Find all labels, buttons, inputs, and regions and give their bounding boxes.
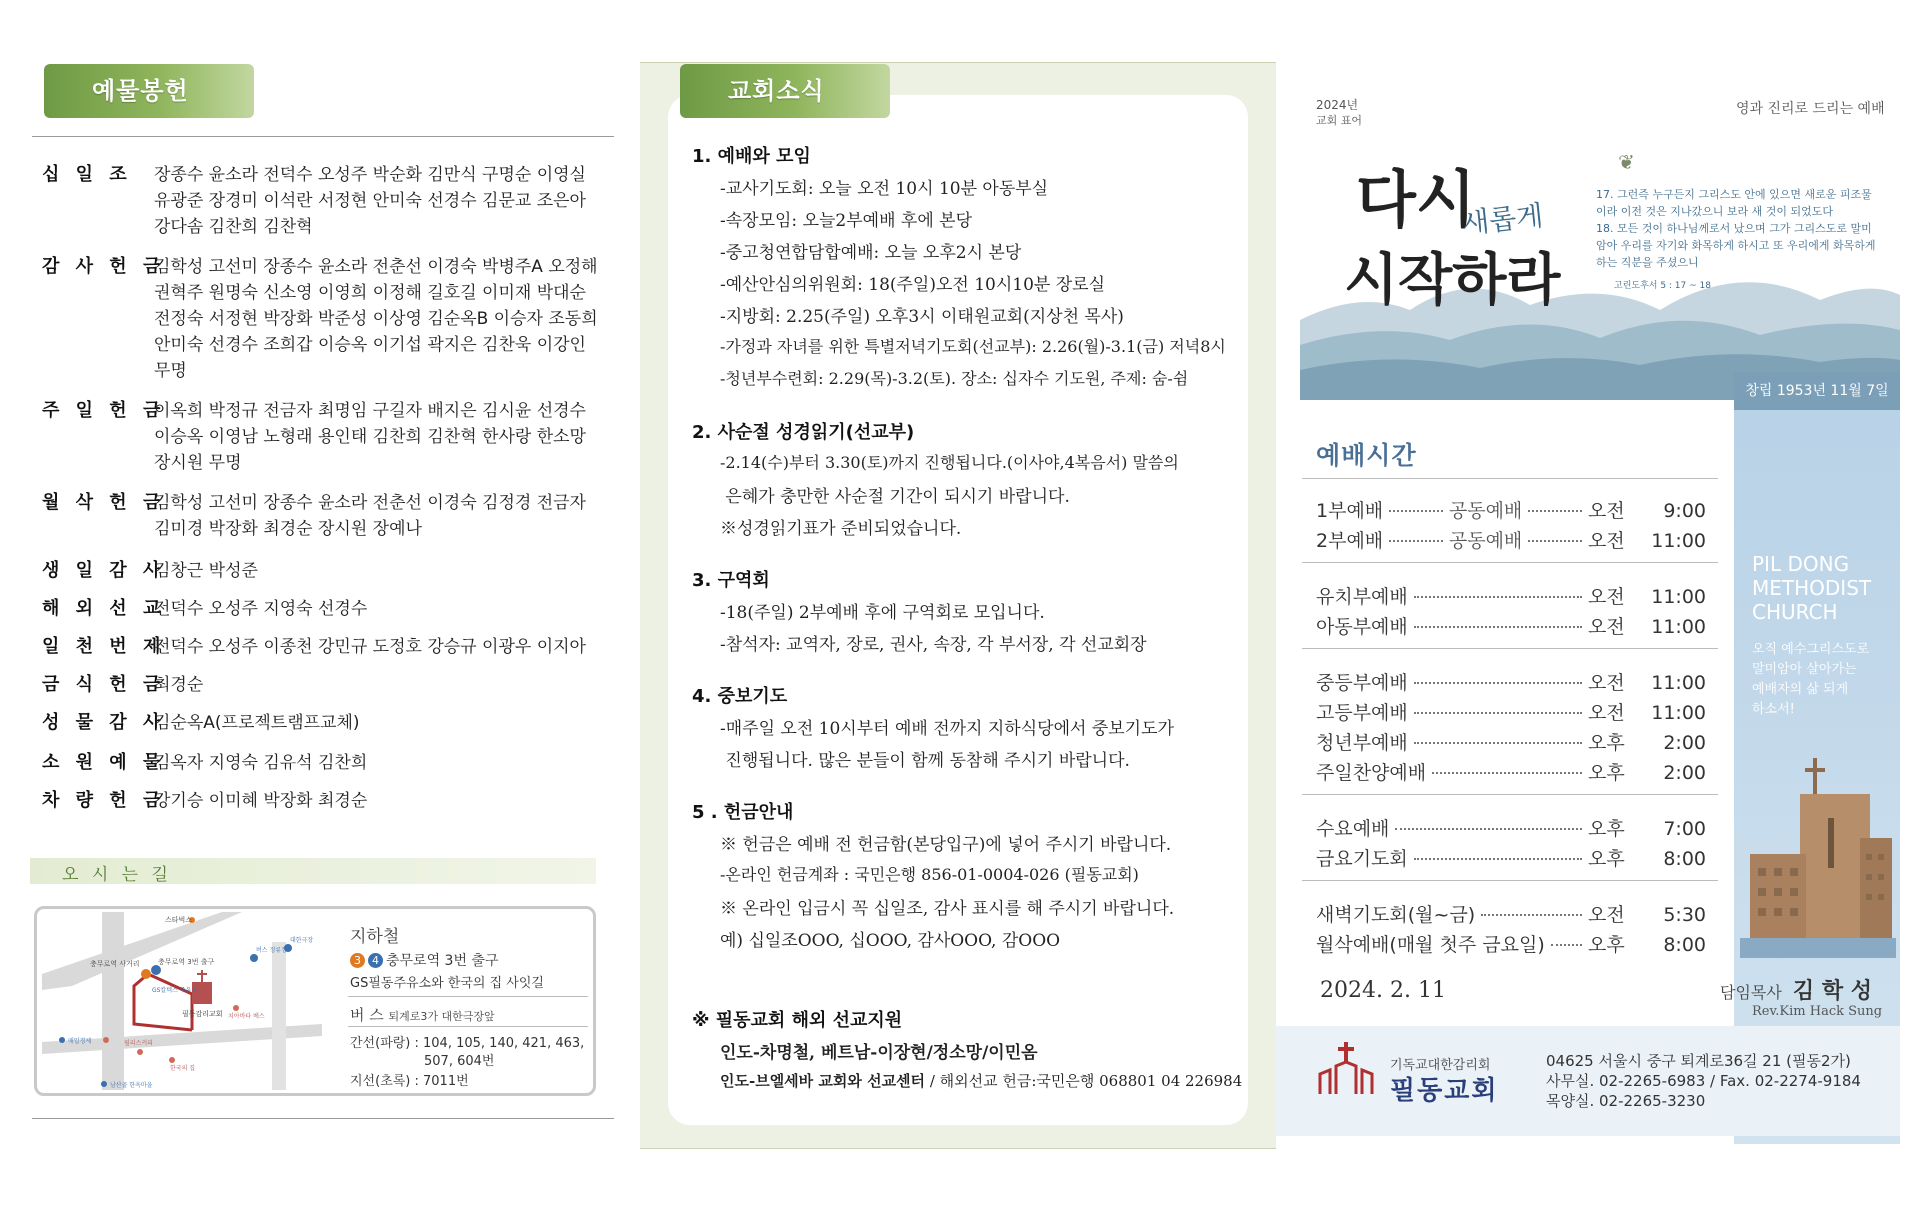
service-type: 공동예배 <box>1448 530 1523 552</box>
offering-names-line: 전덕수 오성주 지영숙 선경수 <box>154 599 368 619</box>
offering-label: 월 삭 헌 금 <box>42 492 166 513</box>
schedule-header: 예배시간 <box>1316 441 1417 470</box>
founded-label: 창립 1953년 11월 7일 <box>1734 372 1900 410</box>
service-time: 7:00 <box>1663 818 1706 840</box>
church-map <box>42 912 322 1090</box>
service-name: 중등부예배 <box>1316 672 1408 694</box>
offering-names <box>154 596 612 622</box>
service-name: 금요기도회 <box>1316 848 1408 870</box>
news-section-title: 3. 구역회 <box>692 570 770 591</box>
service-ampm: 오전 <box>1588 500 1625 522</box>
offering-label: 성 물 감 사 <box>42 712 166 733</box>
news-section-title: 1. 예배와 모임 <box>692 146 811 167</box>
map-label-daehan: 대한극장 <box>290 937 314 944</box>
offering-names <box>154 750 612 776</box>
offering-row <box>42 162 612 240</box>
schedule-row <box>1316 698 1706 725</box>
service-time: 8:00 <box>1663 848 1706 870</box>
offering-label: 감 사 헌 금 <box>42 256 166 277</box>
offering-row <box>42 254 612 384</box>
offering-names-line: 김학성 고선미 장종수 윤소라 전춘선 이경숙 박병주A 오정해 <box>154 257 598 277</box>
offering-header: 예물봉헌 <box>44 64 254 118</box>
offering-label: 금 식 헌 금 <box>42 674 166 695</box>
church-en-3: CHURCH <box>1752 600 1838 624</box>
offering-names-line: 장종수 윤소라 전덕수 오성주 박순화 김만식 구명순 이영실 <box>154 165 586 185</box>
offering-names <box>154 710 612 736</box>
news-section-title: 2. 사순절 성경읽기(선교부) <box>692 422 915 443</box>
schedule-divider <box>1302 880 1718 881</box>
service-name: 1부예배 <box>1316 500 1384 522</box>
leader-dots <box>1528 510 1582 512</box>
news-line: -지방회: 2.25(주일) 오후3시 이태원교회(지상천 목사) <box>720 307 1124 327</box>
service-name: 유치부예배 <box>1316 586 1408 608</box>
news-line: -참석자: 교역자, 장로, 권사, 속장, 각 부서장, 각 선교회장 <box>720 635 1147 655</box>
bus-title: 버 스 <box>350 1006 384 1024</box>
service-ampm: 오전 <box>1588 586 1625 608</box>
offering-names <box>154 672 612 698</box>
subway-exit: 충무로역 3번 출구 <box>386 953 499 969</box>
service-name: 고등부예배 <box>1316 702 1408 724</box>
news-line: 진행됩니다. 많은 분들이 함께 동참해 주시기 바랍니다. <box>720 751 1130 771</box>
leader-dots <box>1414 742 1582 744</box>
schedule-row <box>1316 526 1706 553</box>
schedule-row <box>1316 668 1706 695</box>
news-line: -18(주일) 2부예배 후에 구역회로 모입니다. <box>720 603 1045 623</box>
church-name: 필동교회 <box>1390 1076 1499 1106</box>
service-type: 공동예배 <box>1448 500 1523 522</box>
service-time: 11:00 <box>1651 586 1706 608</box>
offering-names-line: 권혁주 원명숙 신소영 이영희 이정해 길호길 이미재 박대순 <box>154 283 586 303</box>
subway-title: 지하철 <box>350 927 400 947</box>
schedule-row <box>1316 728 1706 755</box>
service-ampm: 오후 <box>1588 732 1625 754</box>
news-line: -교사기도회: 오늘 오전 10시 10분 아동부실 <box>720 179 1049 199</box>
offering-row <box>42 490 612 542</box>
schedule-row <box>1316 582 1706 609</box>
cover-title-small: 새롭게 <box>1460 198 1545 241</box>
news-header: 교회소식 <box>680 64 890 118</box>
offering-row <box>42 750 612 776</box>
church-building-image <box>1740 758 1896 958</box>
motto-3: 예배자의 삶 되게 <box>1752 682 1849 697</box>
motto-2: 말미암아 살아가는 <box>1752 662 1857 677</box>
left-bottom-rule <box>32 1118 614 1119</box>
offering-names-line: 최경순 <box>154 675 204 695</box>
offering-names <box>154 162 612 240</box>
offering-names-line: 강다솜 김찬희 김찬혁 <box>154 217 313 237</box>
leader-dots <box>1414 712 1582 714</box>
news-line: 은혜가 충만한 사순절 기간이 되시기 바랍니다. <box>720 487 1070 507</box>
offering-names-line: 김창근 박성준 <box>154 561 258 581</box>
service-ampm: 오전 <box>1588 530 1625 552</box>
olive-branch-icon: ❦ <box>1618 150 1635 174</box>
leader-dots <box>1481 914 1582 916</box>
service-ampm: 오후 <box>1588 762 1625 784</box>
service-name: 청년부예배 <box>1316 732 1408 754</box>
leader-dots <box>1432 772 1582 774</box>
news-line: 예) 십일조OOO, 십OOO, 감사OOO, 감OOO <box>720 931 1061 951</box>
subway-line <box>350 950 498 970</box>
map-label-church: 필동감리교회 <box>182 1010 223 1018</box>
map-label-crossroad: 충무로역 사거리 <box>90 960 140 968</box>
offering-label: 생 일 감 사 <box>42 560 166 581</box>
line3-badge: 3 <box>350 953 365 968</box>
offering-names <box>154 398 612 476</box>
service-time: 2:00 <box>1663 732 1706 754</box>
service-time: 2:00 <box>1663 762 1706 784</box>
map-label-ciabatta: 치아바타 베스 <box>228 1013 265 1020</box>
pastor-office-phone: 목양실. 02-2265-3230 <box>1546 1092 1706 1110</box>
cover-title-2: 시작하라 <box>1344 247 1561 313</box>
leader-dots <box>1528 540 1582 542</box>
service-name: 월삭예배(매월 첫주 금요일) <box>1316 934 1545 956</box>
directions-divider <box>348 996 588 997</box>
news-line: -가정과 자녀를 위한 특별저녁기도회(선교부): 2.26(월)-3.1(금) 저녁8시 <box>720 337 1226 356</box>
map-label-bus: 버스 정류장 <box>256 947 287 954</box>
map-label-gs: GS칼텍스 주유소 <box>152 987 198 994</box>
verse-17: 17. 그런즉 누구든지 그리스도 안에 있으면 새로운 피조물이라 이전 것은 지나갔으니 보라 새 것이 되었도다 <box>1596 188 1872 218</box>
offering-label: 일 천 번 제 <box>42 636 166 657</box>
leader-dots <box>1414 596 1582 598</box>
news-section-title: 4. 중보기도 <box>692 686 788 707</box>
directions-header: 오 시 는 길 <box>62 865 172 885</box>
offering-names-line: 이옥희 박정규 전금자 최명임 구길자 배지은 김시윤 선경수 <box>154 401 586 421</box>
offering-label: 주 일 헌 금 <box>42 400 166 421</box>
leader-dots <box>1395 828 1582 830</box>
service-name: 2부예배 <box>1316 530 1384 552</box>
offering-row <box>42 710 612 736</box>
church-en-2: METHODIST <box>1752 576 1872 600</box>
leader-dots <box>1414 682 1582 684</box>
offering-names-line: 안미숙 선경수 조희갑 이승옥 이기섭 곽지은 김찬욱 이강인 <box>154 335 586 355</box>
offering-names <box>154 558 612 584</box>
slogan-tag: 영과 진리로 드리는 예배 <box>1736 101 1885 117</box>
offering-names-line: 장시원 무명 <box>154 453 242 473</box>
offering-names-line: 전덕수 오성주 이종천 강민규 도정호 강승규 이광우 이지아 <box>154 637 586 657</box>
schedule-row <box>1316 930 1706 957</box>
office-phone: 사무실. 02-2265-6983 / Fax. 02-2274-9184 <box>1546 1072 1861 1090</box>
offering-names <box>154 788 612 814</box>
service-ampm: 오전 <box>1588 904 1625 926</box>
service-time: 8:00 <box>1663 934 1706 956</box>
bus-line-1: 간선(파랑) : 104, 105, 140, 421, 463, <box>350 1036 585 1051</box>
service-time: 5:30 <box>1663 904 1706 926</box>
news-line: -청년부수련회: 2.29(목)-3.2(토). 장소: 십자수 기도원, 주제: 숨-쉼 <box>720 369 1189 388</box>
offering-top-rule <box>32 136 614 137</box>
schedule-divider <box>1302 562 1718 563</box>
denomination: 기독교대한감리회 <box>1390 1058 1491 1073</box>
leader-dots <box>1389 510 1443 512</box>
offering-names <box>154 634 612 660</box>
schedule-row <box>1316 844 1706 871</box>
verse-ref: 고린도후서 5 : 17 ~ 18 <box>1614 281 1711 291</box>
map-label-cafe: 필리스커피 <box>124 1040 153 1047</box>
service-ampm: 오전 <box>1588 616 1625 638</box>
news-section-title: 5 . 헌금안내 <box>692 802 794 823</box>
cover-theme-label: 교회 표어 <box>1316 114 1363 127</box>
offering-names-line: 전정숙 서정현 박장화 박준성 이상영 김순옥B 이승자 조동희 <box>154 309 598 329</box>
church-en-1: PIL DONG <box>1752 552 1850 576</box>
news-line: ※ 온라인 입금시 꼭 십일조, 감사 표시를 해 주시기 바랍니다. <box>720 899 1175 919</box>
offering-names-line: 김미경 박장화 최경순 장시원 장예나 <box>154 519 422 539</box>
motto-1: 오직 예수그리스도로 <box>1752 642 1870 657</box>
offering-row <box>42 596 612 622</box>
bus-line-2: 507, 604번 <box>424 1054 495 1069</box>
schedule-divider <box>1302 648 1718 649</box>
service-time: 11:00 <box>1651 672 1706 694</box>
mission-line-1: 인도-차명철, 베트남-이장현/정소망/이민옴 <box>720 1043 1038 1063</box>
offering-label: 소 원 예 물 <box>42 752 166 773</box>
news-line: -온라인 헌금계좌 : 국민은행 856-01-0004-026 (필동교회) <box>720 865 1139 884</box>
news-line: -중고청연합담합예배: 오늘 오후2시 본당 <box>720 243 1022 263</box>
offering-row <box>42 558 612 584</box>
church-logo-icon <box>1316 1040 1376 1096</box>
service-time: 11:00 <box>1651 702 1706 724</box>
offering-names-line: 이승옥 이영남 노형래 용인태 김찬희 김찬혁 한사랑 한소망 <box>154 427 586 447</box>
mission-line-2 <box>720 1070 1243 1091</box>
bulletin-date: 2024. 2. 11 <box>1320 978 1446 1003</box>
service-time: 9:00 <box>1663 500 1707 522</box>
directions-divider-2 <box>348 1026 588 1027</box>
service-time: 11:00 <box>1651 530 1707 552</box>
church-address: 04625 서울시 중구 퇴계로36길 21 (필동2가) <box>1546 1052 1851 1070</box>
pastor-name: 김 학 성 <box>1792 979 1872 1004</box>
offering-label: 십 일 조 <box>42 164 132 185</box>
offering-names-line: 강기승 이미혜 박장화 최경순 <box>154 791 368 811</box>
news-line: -매주일 오전 10시부터 예배 전까지 지하식당에서 중보기도가 <box>720 719 1174 739</box>
cover-year: 2024년 <box>1316 98 1359 112</box>
bus-line <box>350 1004 495 1025</box>
pastor-line <box>1720 974 1872 1005</box>
offering-row <box>42 788 612 814</box>
mission-title: ※ 필동교회 해외 선교지원 <box>692 1010 903 1031</box>
offering-names-line: 김학성 고선미 장종수 윤소라 전춘선 이경숙 김정경 전금자 <box>154 493 586 513</box>
leader-dots <box>1551 944 1582 946</box>
offering-row <box>42 398 612 476</box>
service-ampm: 오후 <box>1588 848 1625 870</box>
schedule-row <box>1316 496 1706 523</box>
verse-18: 18. 모든 것이 하나님께로서 났으며 그가 그리스도로 말미암아 우리를 자기와 화목하게 하시고 또 우리에게 화목하게 하는 직분을 주셨으니 <box>1596 222 1876 269</box>
map-label-maeil: 매일경제 <box>68 1038 92 1045</box>
service-ampm: 오전 <box>1588 672 1625 694</box>
offering-names <box>154 490 612 542</box>
leader-dots <box>1389 540 1443 542</box>
mission-account: / 해외선교 헌금:국민은행 068801 04 226984 <box>925 1072 1243 1090</box>
offering-names-line: 김순옥A(프로젝트램프교체) <box>154 713 360 733</box>
service-ampm: 오전 <box>1588 702 1625 724</box>
subway-note: GS필동주유소와 한국의 집 사잇길 <box>350 976 544 991</box>
schedule-row <box>1316 900 1706 927</box>
news-line: ※ 헌금은 예배 전 헌금함(본당입구)에 넣어 주시기 바랍니다. <box>720 835 1172 855</box>
service-name: 수요예배 <box>1316 818 1390 840</box>
service-name: 새벽기도회(월~금) <box>1316 904 1476 926</box>
offering-label: 해 외 선 교 <box>42 598 166 619</box>
cover-title-1: 다시 <box>1356 163 1476 236</box>
offering-row <box>42 672 612 698</box>
offering-label: 차 량 헌 금 <box>42 790 166 811</box>
schedule-row <box>1316 758 1706 785</box>
line4-badge: 4 <box>368 953 383 968</box>
offering-names-line: 김옥자 지영숙 김유석 김찬희 <box>154 753 368 773</box>
mission-center: 인도-브엘세바 교회와 선교센터 <box>720 1072 926 1090</box>
service-name: 아동부예배 <box>1316 616 1408 638</box>
service-time: 11:00 <box>1651 616 1706 638</box>
schedule-divider <box>1302 794 1718 795</box>
map-label-exit: 충무로역 3번 출구 <box>158 958 215 966</box>
news-line: -속장모임: 오늘2부예배 후에 본당 <box>720 211 972 231</box>
offering-names <box>154 254 612 384</box>
offering-names-line: 무명 <box>154 361 187 381</box>
service-ampm: 오후 <box>1588 818 1625 840</box>
schedule-row <box>1316 612 1706 639</box>
news-line: -2.14(수)부터 3.30(토)까지 진행됩니다.(이사야,4복음서) 말씀의 <box>720 453 1179 472</box>
leader-dots <box>1414 858 1582 860</box>
leader-dots <box>1414 626 1582 628</box>
map-label-starbucks: 스타벅스 <box>165 916 193 924</box>
offering-row <box>42 634 612 660</box>
service-ampm: 오후 <box>1588 934 1625 956</box>
news-line: ※성경읽기표가 준비되었습니다. <box>720 519 962 539</box>
news-line: -예산안심의위원회: 18(주일)오전 10시10분 장로실 <box>720 275 1106 295</box>
schedule-row <box>1316 814 1706 841</box>
offering-names-line: 유광준 장경미 이석란 서정현 안미숙 선경수 김문교 조은아 <box>154 191 586 211</box>
pastor-en: Rev.Kim Hack Sung <box>1752 1004 1883 1019</box>
motto-4: 하소서! <box>1752 702 1795 717</box>
bus-line-3: 지선(초록) : 7011번 <box>350 1074 469 1089</box>
service-name: 주일찬양예배 <box>1316 762 1427 784</box>
bus-stop: 퇴계로3가 대한극장앞 <box>388 1010 495 1023</box>
map-label-namsan: 남산골 한옥마을 <box>110 1082 153 1089</box>
map-label-hanok: 한국의 집 <box>170 1065 196 1072</box>
schedule-top-rule <box>1302 478 1718 479</box>
pastor-label: 담임목사 <box>1720 983 1782 1002</box>
